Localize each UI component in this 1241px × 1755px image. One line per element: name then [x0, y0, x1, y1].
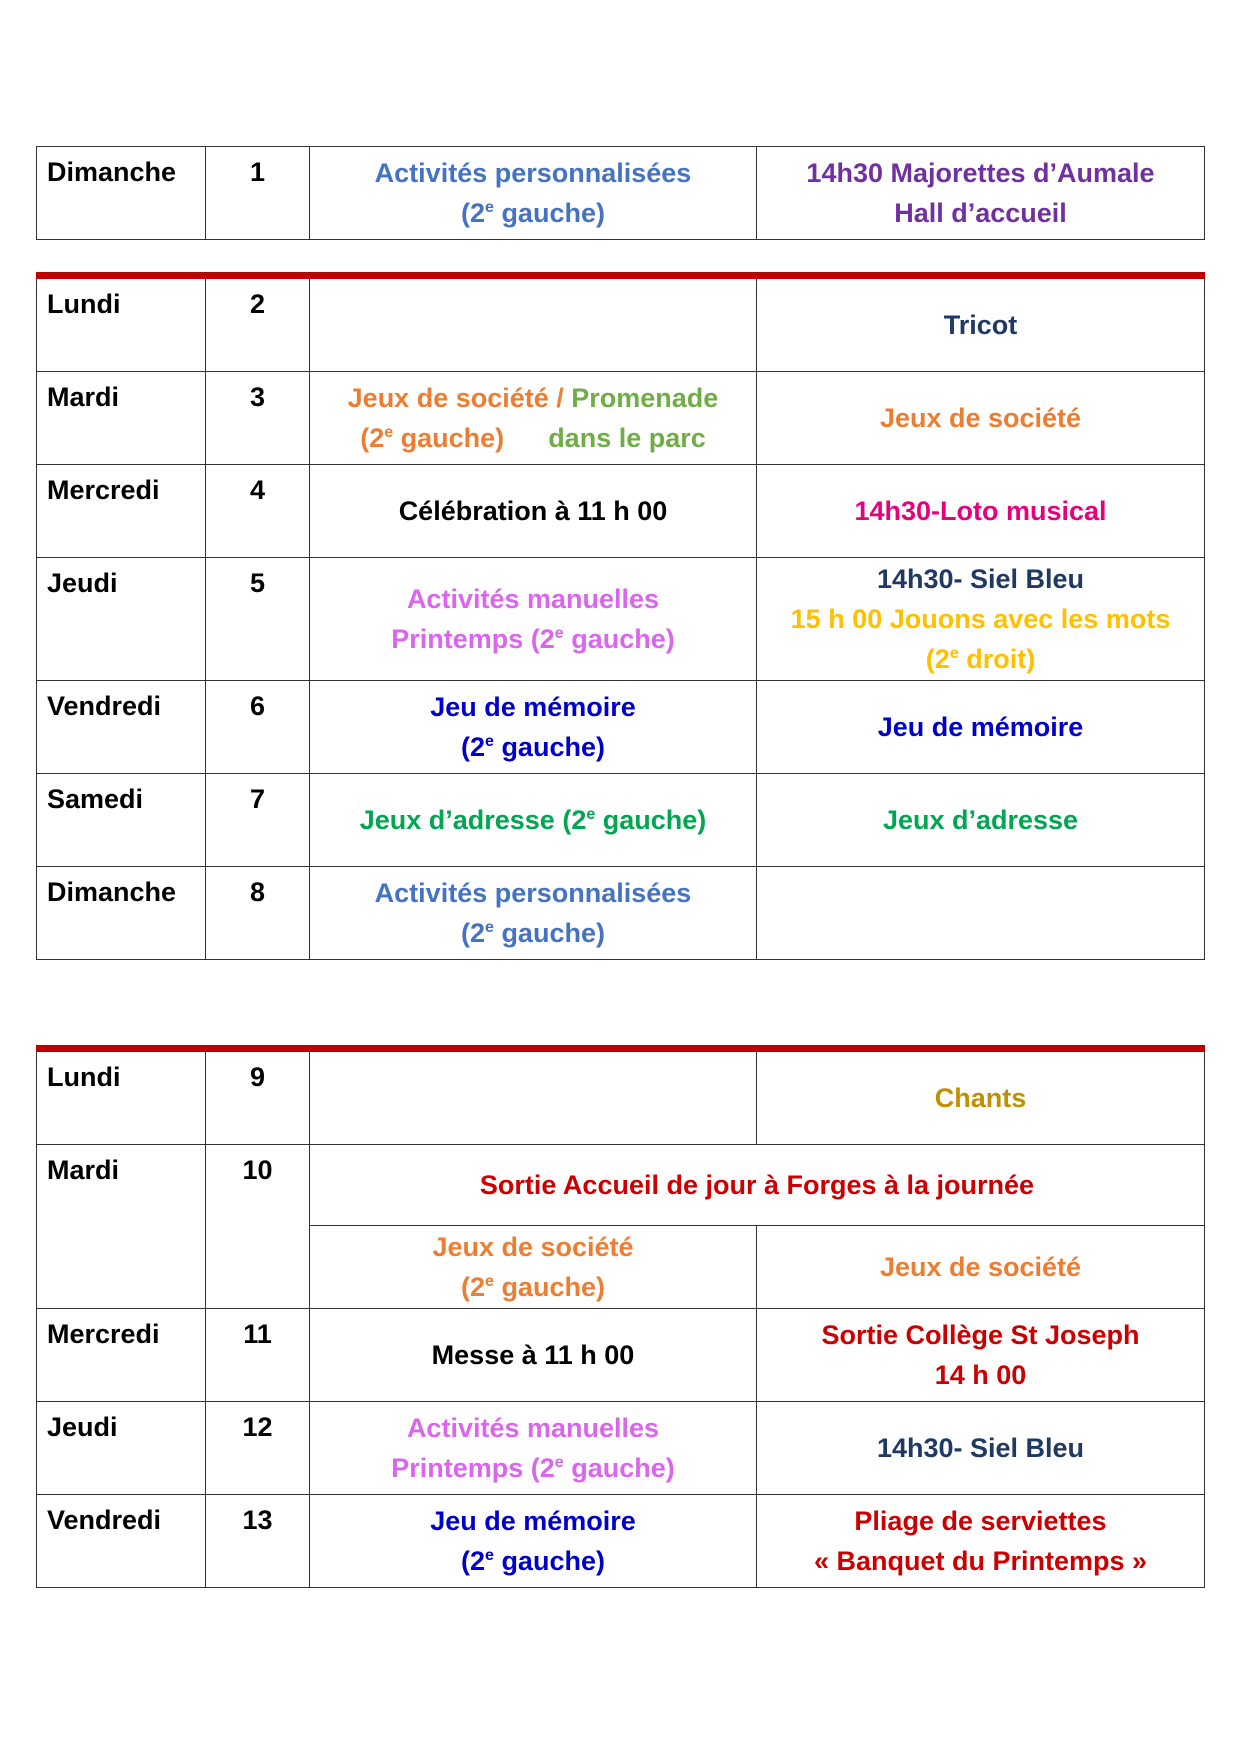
morning-activity: Célébration à 11 h 00	[310, 465, 757, 558]
table-row	[37, 1402, 1205, 1495]
day-number: 3	[206, 372, 310, 465]
day-number: 13	[206, 1495, 310, 1588]
day-name: Lundi	[37, 1049, 206, 1145]
afternoon-activity: Jeux de société	[757, 372, 1205, 465]
morning-activity: Jeux de société / Promenade (2e gauche) dans le parc	[310, 372, 757, 465]
afternoon-activity: Jeu de mémoire	[757, 681, 1205, 774]
day-number: 4	[206, 465, 310, 558]
afternoon-activity: 14h30- Siel Bleu	[757, 1402, 1205, 1495]
morning-activity: Jeu de mémoire (2e gauche)	[310, 681, 757, 774]
table-row	[37, 276, 1205, 372]
day-name: Dimanche	[37, 147, 206, 240]
morning-activity	[310, 1049, 757, 1145]
day-number: 9	[206, 1049, 310, 1145]
table-row	[37, 1309, 1205, 1402]
afternoon-activity: 14h30-Loto musical	[757, 465, 1205, 558]
afternoon-activity: Tricot	[757, 276, 1205, 372]
day-name: Dimanche	[37, 867, 206, 960]
table-row	[37, 372, 1205, 465]
day-name: Jeudi	[37, 1402, 206, 1495]
day-number: 11	[206, 1309, 310, 1402]
morning-activity: Activités manuelles Printemps (2e gauche)	[310, 1402, 757, 1495]
table-row	[37, 1145, 1205, 1226]
schedule-table-week2	[36, 1045, 1205, 1588]
day-name: Lundi	[37, 276, 206, 372]
day-name: Jeudi	[37, 558, 206, 681]
day-name: Mercredi	[37, 465, 206, 558]
day-name: Mercredi	[37, 1309, 206, 1402]
morning-activity: Activités personnalisées (2e gauche)	[310, 147, 757, 240]
afternoon-activity: Jeux de société	[757, 1226, 1205, 1309]
day-number: 12	[206, 1402, 310, 1495]
day-name: Mardi	[37, 1145, 206, 1309]
day-name: Samedi	[37, 774, 206, 867]
day-number: 5	[206, 558, 310, 681]
day-number: 6	[206, 681, 310, 774]
afternoon-activity: 14h30 Majorettes d’Aumale Hall d’accueil	[757, 147, 1205, 240]
afternoon-activity: Chants	[757, 1049, 1205, 1145]
day-number: 2	[206, 276, 310, 372]
table-row	[37, 1495, 1205, 1588]
morning-activity	[310, 276, 757, 372]
table-row	[37, 465, 1205, 558]
afternoon-activity: Sortie Collège St Joseph 14 h 00	[757, 1309, 1205, 1402]
morning-activity: Jeux d’adresse (2e gauche)	[310, 774, 757, 867]
schedule-table-week0	[36, 146, 1205, 240]
schedule-table-week1	[36, 272, 1205, 960]
table-row	[37, 558, 1205, 681]
morning-activity: Jeu de mémoire (2e gauche)	[310, 1495, 757, 1588]
afternoon-activity	[757, 867, 1205, 960]
day-number: 1	[206, 147, 310, 240]
day-number: 8	[206, 867, 310, 960]
afternoon-activity: 14h30- Siel Bleu 15 h 00 Jouons avec les mots (2e droit)	[757, 558, 1205, 681]
table-row	[37, 681, 1205, 774]
afternoon-activity: Jeux d’adresse	[757, 774, 1205, 867]
day-name: Vendredi	[37, 1495, 206, 1588]
day-name: Mardi	[37, 372, 206, 465]
day-number: 7	[206, 774, 310, 867]
day-name: Vendredi	[37, 681, 206, 774]
full-day-activity: Sortie Accueil de jour à Forges à la journée	[310, 1145, 1205, 1226]
table-row	[37, 147, 1205, 240]
table-row	[37, 1049, 1205, 1145]
afternoon-activity: Pliage de serviettes « Banquet du Printemps »	[757, 1495, 1205, 1588]
day-number: 10	[206, 1145, 310, 1309]
table-row	[37, 774, 1205, 867]
morning-activity: Activités manuelles Printemps (2e gauche)	[310, 558, 757, 681]
morning-activity: Jeux de société (2e gauche)	[310, 1226, 757, 1309]
morning-activity: Messe à 11 h 00	[310, 1309, 757, 1402]
table-row	[37, 867, 1205, 960]
morning-activity: Activités personnalisées (2e gauche)	[310, 867, 757, 960]
